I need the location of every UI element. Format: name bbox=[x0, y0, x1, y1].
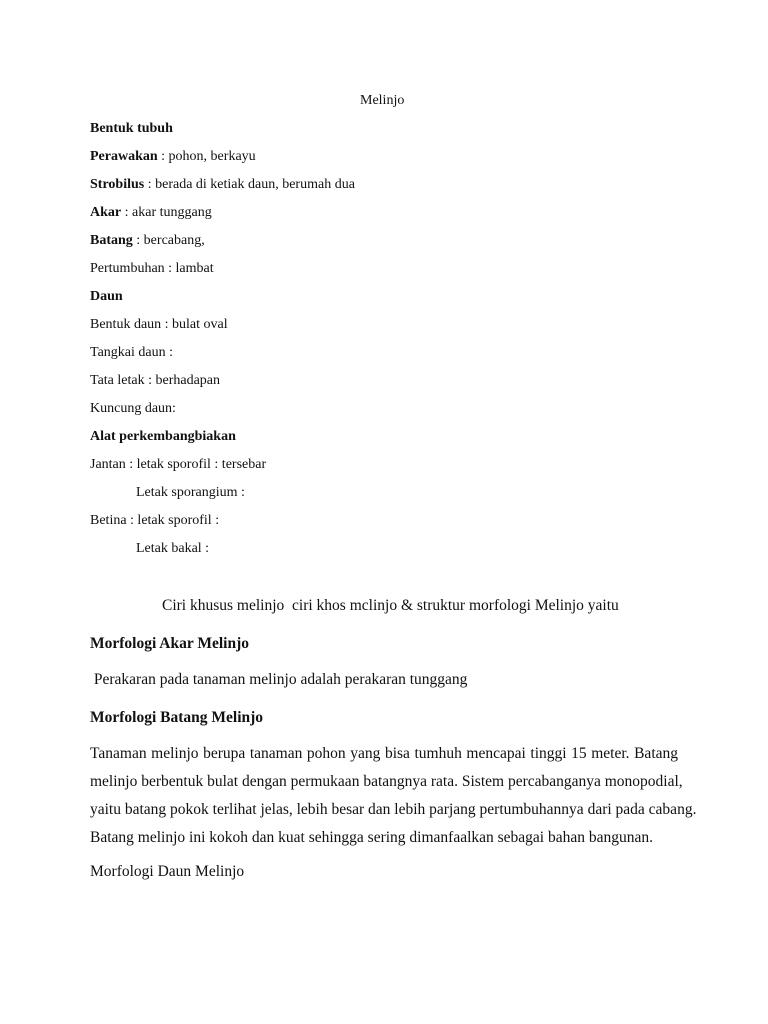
akar-value: : akar tunggang bbox=[121, 205, 212, 220]
heading-morfologi-daun: Morfologi Daun Melinjo bbox=[90, 863, 245, 880]
betina-line: Betina : letak sporofil : bbox=[90, 513, 220, 528]
batang-paragraph-line: melinjo berbentuk bulat dengan permukaan batangnya rata. Sistem percabanganya monopodial, bbox=[90, 773, 683, 790]
section-heading-bentuk-tubuh: Bentuk tubuh bbox=[90, 121, 173, 136]
strobilus-label: Strobilus bbox=[90, 177, 145, 192]
batang-paragraph-line: Batang melinjo ini kokoh dan kuat sehingga sering dimanfaalkan sebagai bahan bangunan. bbox=[90, 829, 654, 846]
heading-morfologi-akar: Morfologi Akar Melinjo bbox=[90, 635, 249, 652]
section-heading-daun: Daun bbox=[90, 289, 123, 304]
akar-paragraph: Perakaran pada tanaman melinjo adalah perakaran tunggang bbox=[90, 671, 468, 688]
tata-letak-line: Tata letak : berhadapan bbox=[90, 373, 221, 388]
page-title: Melinjo bbox=[360, 93, 405, 108]
batang-label: Batang bbox=[90, 233, 133, 248]
heading-morfologi-batang: Morfologi Batang Melinjo bbox=[90, 709, 264, 726]
strobilus-line bbox=[90, 176, 355, 194]
tangkai-daun-line: Tangkai daun : bbox=[90, 345, 173, 360]
ciri-khusus-line: Ciri khusus melinjo ciri khos mclinjo & struktur morfologi Melinjo yaitu bbox=[162, 597, 619, 614]
section-heading-alat: Alat perkembangbiakan bbox=[90, 429, 236, 444]
perawakan-value: : pohon, berkayu bbox=[157, 149, 256, 164]
batang-paragraph bbox=[90, 740, 697, 852]
perawakan-label: Perawakan bbox=[90, 149, 158, 164]
jantan-line: Jantan : letak sporofil : tersebar bbox=[90, 457, 267, 472]
bentuk-daun-line: Bentuk daun : bulat oval bbox=[90, 317, 228, 332]
batang-paragraph-line: yaitu batang pokok terlihat jelas, lebih besar dan lebih parjang pertumbuhannya dari pada cabang. bbox=[90, 801, 697, 818]
pertumbuhan-line: Pertumbuhan : lambat bbox=[90, 261, 214, 276]
perawakan-line bbox=[90, 148, 256, 166]
batang-paragraph-line: Tanaman melinjo berupa tanaman pohon yang bisa tumhuh mencapai tinggi 15 meter. Batang bbox=[90, 745, 678, 762]
akar-line bbox=[90, 204, 212, 222]
batang-value: : bercabang, bbox=[132, 233, 205, 248]
batang-line bbox=[90, 232, 205, 250]
kuncung-daun-line: Kuncung daun: bbox=[90, 401, 176, 416]
strobilus-value: : berada di ketiak daun, berumah dua bbox=[144, 177, 355, 192]
letak-bakal-line: Letak bakal : bbox=[136, 541, 210, 556]
letak-sporangium-line: Letak sporangium : bbox=[136, 485, 245, 500]
akar-label: Akar bbox=[90, 205, 122, 220]
